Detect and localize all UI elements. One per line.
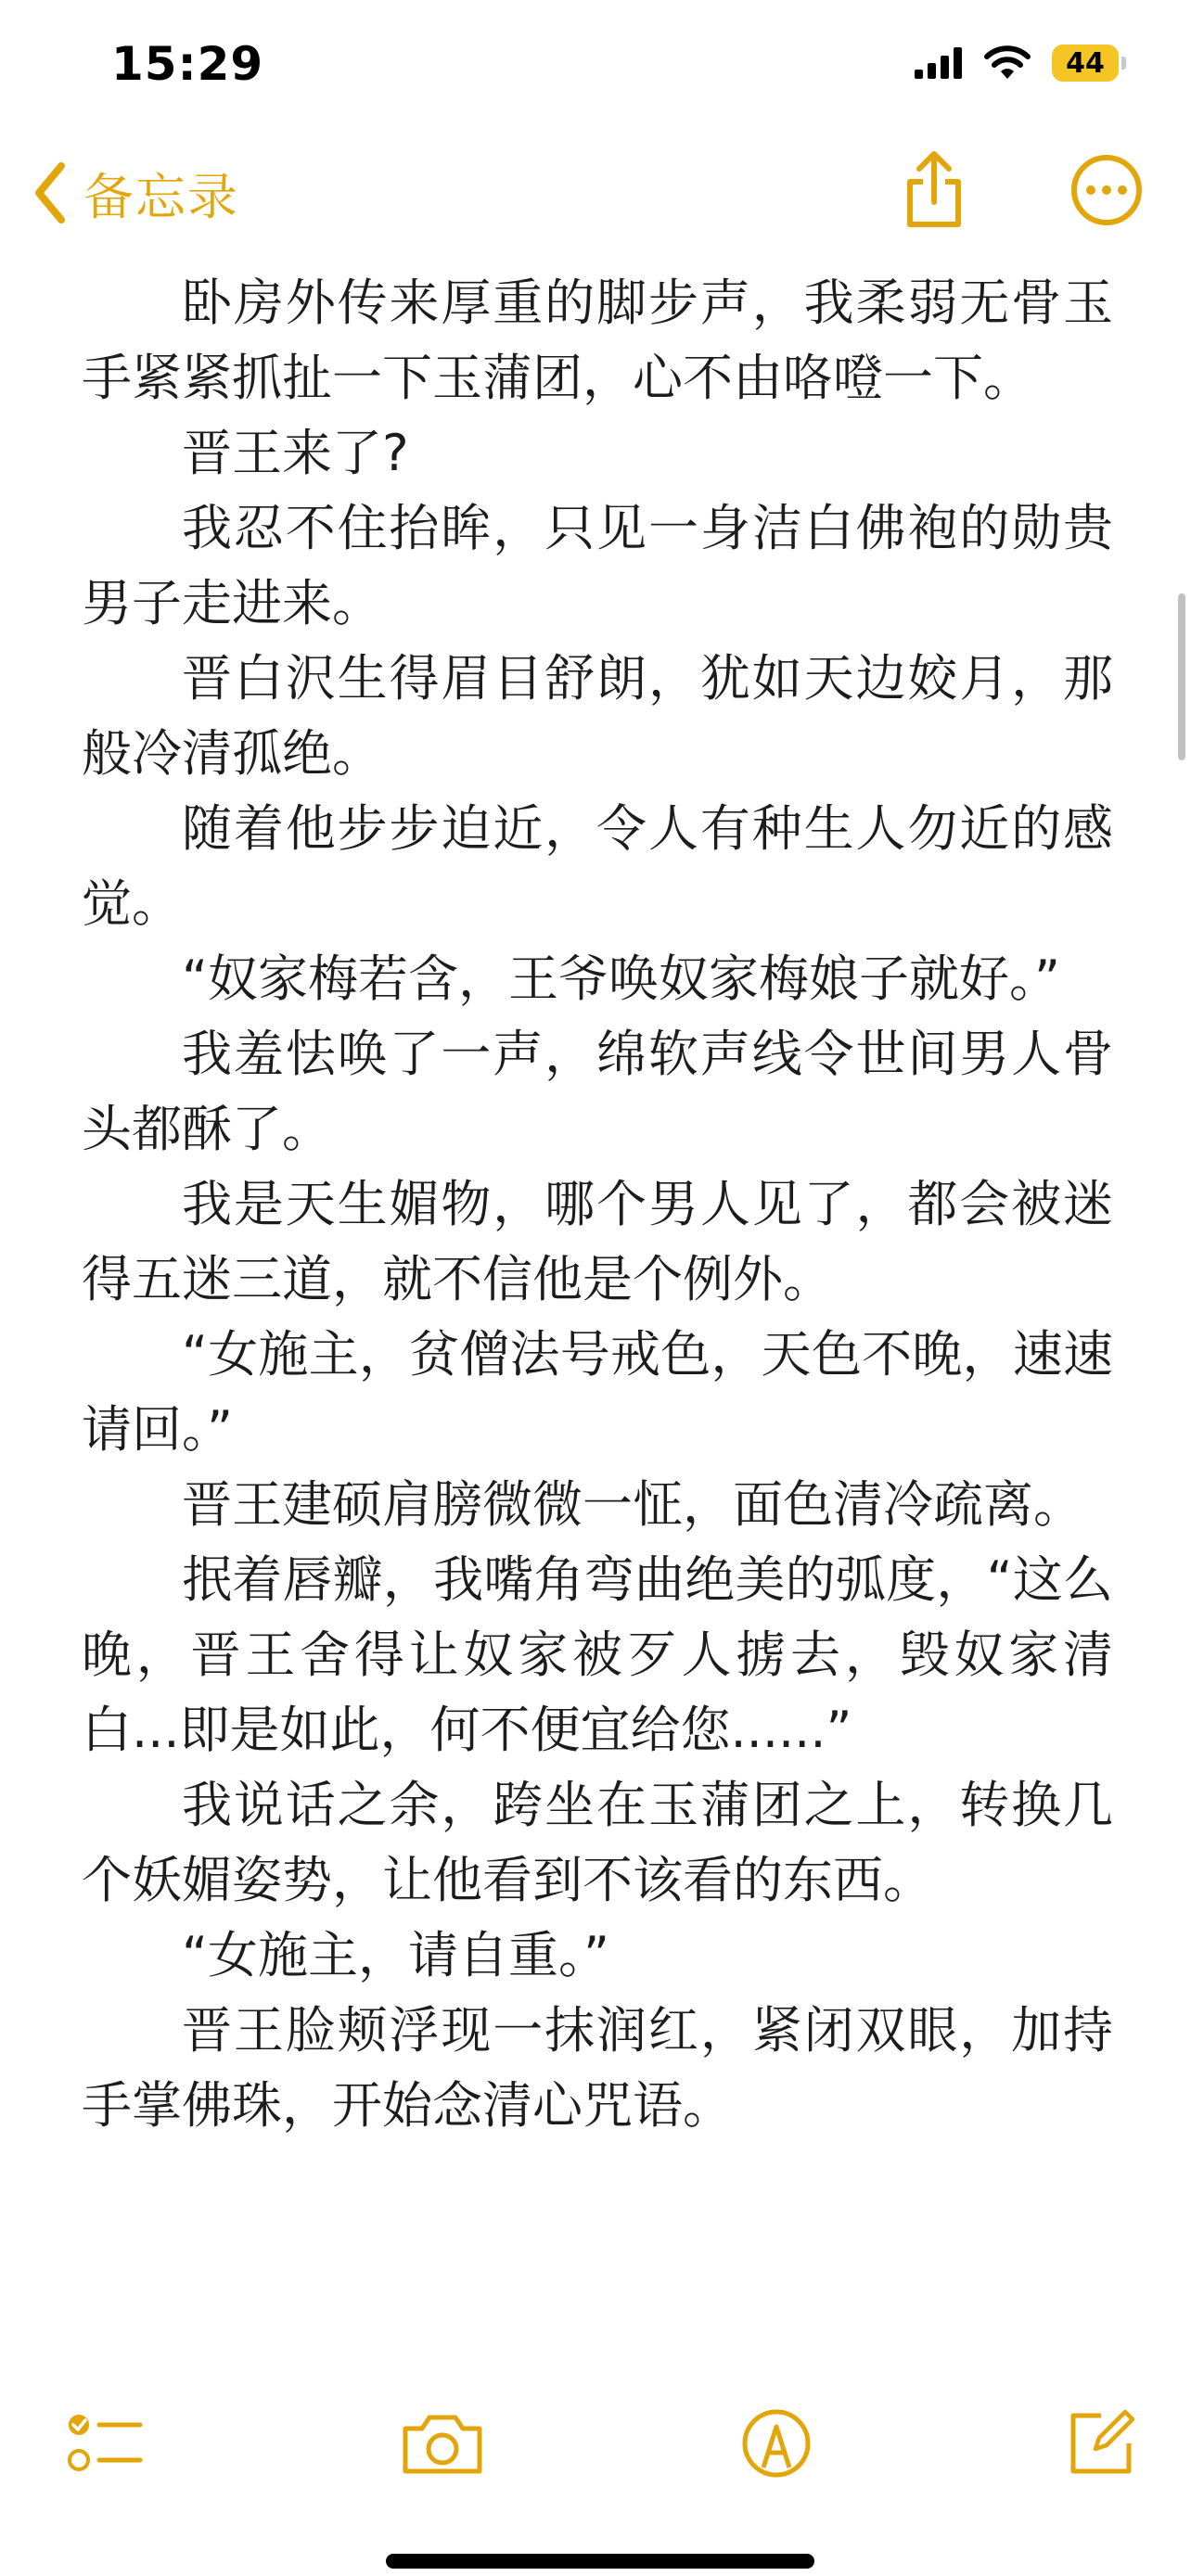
note-paragraph: 晋白沢生得眉目舒朗，犹如天边姣月，那般冷清孤绝。: [82, 649, 1113, 783]
battery-indicator: [1052, 45, 1126, 82]
camera-icon: [400, 2410, 485, 2477]
note-paragraph: 晋王建硕肩膀微微一怔，面色清冷疏离。: [182, 1475, 1083, 1534]
note-paragraph: 我羞怯唤了一声，绵软声线令世间男人骨头都酥了。: [82, 1025, 1113, 1158]
note-paragraph: “女施主，贫僧法号戒色，天色不晚，速速请回。”: [82, 1325, 1113, 1459]
home-indicator[interactable]: [386, 2554, 814, 2569]
note-paragraph: 我忍不住抬眸，只见一身洁白佛袍的勋贵男子走进来。: [82, 499, 1113, 632]
status-time: 15:29: [111, 37, 264, 91]
navigation-bar: [0, 130, 1191, 250]
note-paragraph: 晋王脸颊浮现一抹润红，紧闭双眼，加持手掌佛珠，开始念清心咒语。: [82, 2001, 1113, 2135]
note-paragraph: 抿着唇瓣，我嘴角弯曲绝美的弧度，“这么晚，晋王舍得让奴家被歹人掳去，毁奴家清白...即是如此，何不便宜给您......”: [82, 1550, 1113, 1759]
compose-button[interactable]: [1050, 2392, 1152, 2494]
battery-level: 44: [1052, 45, 1119, 82]
ellipsis-circle-icon: [1069, 153, 1144, 227]
note-paragraph: 晋王来了?: [182, 424, 409, 482]
note-paragraph: “女施主，请自重。”: [182, 1926, 609, 1984]
nav-actions: [892, 148, 1148, 232]
back-button[interactable]: [32, 156, 239, 230]
status-bar: [0, 0, 1191, 130]
compose-icon: [1064, 2406, 1138, 2480]
camera-button[interactable]: [391, 2392, 493, 2494]
note-body[interactable]: [82, 265, 1113, 2143]
checklist-button[interactable]: [54, 2392, 156, 2494]
share-button[interactable]: [892, 148, 976, 232]
bottom-toolbar: [0, 2392, 1191, 2494]
scroll-indicator[interactable]: [1178, 593, 1185, 760]
markup-button[interactable]: [725, 2392, 827, 2494]
wifi-icon: [983, 45, 1031, 81]
note-paragraph: 卧房外传来厚重的脚步声，我柔弱无骨玉手紧紧抓扯一下玉蒲团，心不由咯噔一下。: [82, 274, 1113, 407]
checklist-icon: [66, 2406, 144, 2480]
chevron-left-icon: [32, 160, 69, 225]
cellular-signal-icon: [915, 47, 963, 79]
battery-cap: [1121, 57, 1126, 70]
pen-markup-icon: [739, 2406, 813, 2480]
note-paragraph: “奴家梅若含，王爷唤奴家梅娘子就好。”: [182, 950, 1060, 1008]
more-button[interactable]: [1065, 148, 1148, 232]
back-label: 备忘录: [83, 167, 239, 226]
note-paragraph: 我是天生媚物，哪个男人见了，都会被迷得五迷三道，就不信他是个例外。: [82, 1175, 1113, 1308]
note-paragraph: 我说话之余，跨坐在玉蒲团之上，转换几个妖媚姿势，让他看到不该看的东西。: [82, 1776, 1113, 1909]
status-icons: [915, 45, 1126, 82]
note-paragraph: 随着他步步迫近，令人有种生人勿近的感觉。: [82, 799, 1113, 933]
share-icon: [903, 150, 966, 230]
